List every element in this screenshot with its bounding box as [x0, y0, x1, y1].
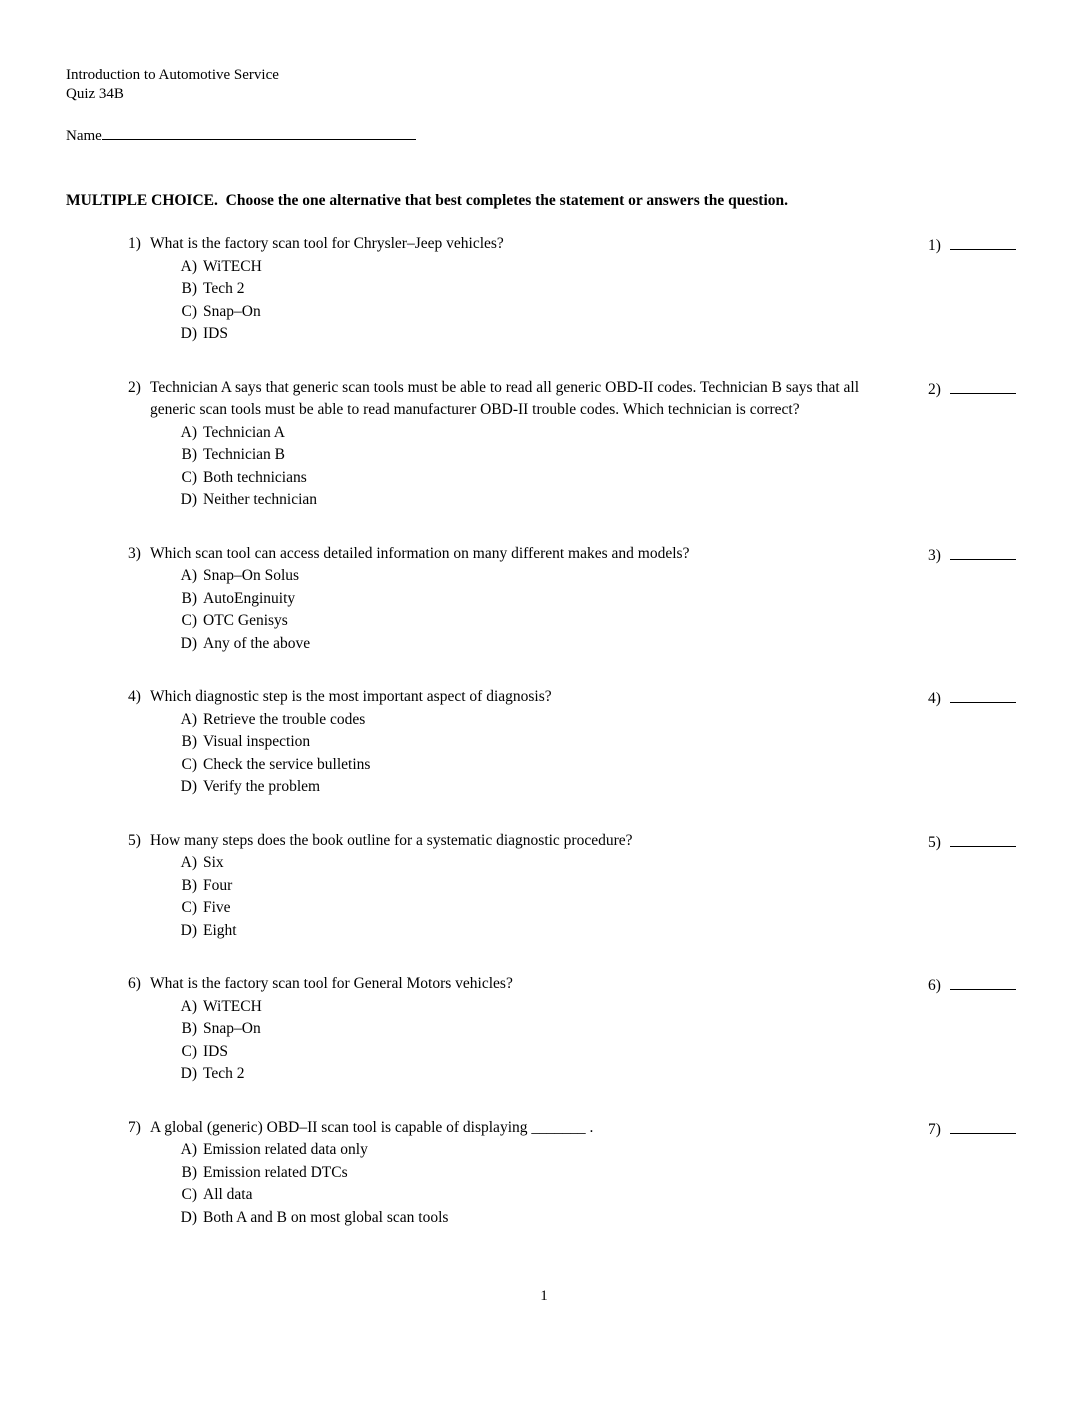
option-label: B): [181, 1020, 197, 1037]
option-text: IDS: [203, 1042, 228, 1060]
option-label: C): [181, 468, 197, 486]
question-text: How many steps does the book outline for a systematic diagnostic procedure?: [150, 831, 633, 849]
question-number: 4): [128, 688, 141, 705]
question-number: 3): [128, 544, 141, 562]
option-label: C): [181, 755, 197, 773]
question-text: Which scan tool can access detailed information on many different makes and models?: [150, 544, 690, 562]
option-row: [174, 875, 900, 898]
option-row: [174, 1018, 900, 1041]
option-label: A): [180, 710, 197, 728]
option-text: Check the service bulletins: [203, 755, 371, 773]
option-text: Both technicians: [203, 468, 307, 486]
option-row: [174, 489, 900, 512]
option-text: Technician B: [203, 446, 285, 463]
option-text: Snap–On: [203, 1020, 261, 1037]
option-label: D): [180, 1208, 197, 1226]
option-text: IDS: [203, 325, 228, 342]
option-text: Verify the problem: [203, 778, 321, 795]
option-row: [174, 565, 900, 588]
answer-blank: [950, 973, 1016, 990]
option-text: OTC Genisys: [203, 612, 288, 629]
option-label: A): [180, 423, 197, 441]
question-number: 1): [128, 235, 141, 252]
page-number: 1: [540, 1288, 548, 1304]
option-row: [174, 256, 900, 279]
option-row: [174, 588, 900, 611]
option-label: C): [181, 899, 197, 916]
option-text: Any of the above: [203, 634, 311, 652]
question-text: What is the factory scan tool for Chrysler–Jeep vehicles?: [150, 235, 504, 252]
option-row: [174, 422, 900, 445]
question-number: 6): [128, 975, 141, 992]
question-block: [66, 377, 1026, 512]
answer-number: 7): [928, 1120, 941, 1138]
multiple-choice-instructions: MULTIPLE CHOICE. Choose the one alternative that best completes the statement or answers the question.: [66, 192, 788, 209]
option-text: Four: [203, 876, 233, 894]
answer-blank: [950, 830, 1016, 847]
question-block: [66, 686, 1026, 799]
option-label: D): [180, 778, 197, 795]
option-label: B): [181, 1163, 197, 1181]
option-text: Snap–On Solus: [203, 567, 300, 584]
question-text: What is the factory scan tool for General Motors vehicles?: [150, 975, 513, 992]
question-number: 5): [128, 831, 141, 849]
option-row: [174, 897, 900, 920]
name-blank: [102, 124, 416, 140]
option-label: D): [180, 1065, 197, 1082]
option-text: Both A and B on most global scan tools: [203, 1208, 449, 1226]
option-label: A): [180, 1141, 197, 1158]
option-text: Neither technician: [203, 491, 318, 508]
question-number: 2): [128, 378, 141, 396]
answer-blank: [950, 233, 1016, 250]
option-label: D): [180, 491, 197, 508]
option-row: [174, 1139, 900, 1162]
answer-number: 3): [928, 546, 941, 564]
option-label: A): [180, 854, 197, 871]
option-row: [174, 323, 900, 346]
option-row: [174, 996, 900, 1019]
answer-blank: [950, 686, 1016, 703]
option-row: [174, 731, 900, 754]
answer-number: 5): [928, 833, 941, 851]
option-text: Visual inspection: [203, 733, 311, 750]
option-row: [174, 754, 900, 777]
question-number: 7): [128, 1118, 141, 1136]
option-text: Snap–On: [203, 302, 261, 320]
option-label: A): [180, 567, 197, 584]
option-label: C): [181, 302, 197, 320]
question-text: Which diagnostic step is the most important aspect of diagnosis?: [150, 688, 552, 705]
option-label: A): [180, 997, 197, 1015]
option-row: [174, 610, 900, 633]
answer-blank: [950, 377, 1016, 394]
name-label: Name: [66, 128, 102, 144]
option-label: B): [181, 280, 197, 297]
option-row: [174, 776, 900, 799]
option-label: D): [180, 634, 197, 652]
option-row: [174, 852, 900, 875]
option-label: D): [180, 325, 197, 342]
quiz-title: Quiz 34B: [66, 86, 124, 102]
option-row: [174, 920, 900, 943]
option-row: [174, 1162, 900, 1185]
option-label: D): [180, 921, 197, 939]
question-block: [66, 1117, 1026, 1230]
option-text: Five: [203, 899, 231, 916]
option-text: Retrieve the trouble codes: [203, 710, 366, 728]
answer-number: 1): [928, 237, 941, 254]
option-row: [174, 633, 900, 656]
option-text: WiTECH: [203, 997, 262, 1015]
option-row: [174, 1207, 900, 1230]
answer-blank: [950, 1117, 1016, 1134]
option-text: Six: [203, 854, 224, 871]
course-title: Introduction to Automotive Service: [66, 67, 279, 83]
option-label: C): [181, 1186, 197, 1203]
option-text: AutoEnginuity: [203, 589, 296, 607]
option-row: [174, 301, 900, 324]
option-label: C): [181, 612, 197, 629]
question-block: [66, 830, 1026, 943]
option-label: B): [181, 733, 197, 750]
question-block: [66, 973, 1026, 1086]
option-text: Emission related data only: [203, 1141, 368, 1158]
question-list: [66, 233, 1026, 1229]
option-label: A): [180, 257, 197, 275]
option-text: Tech 2: [203, 280, 245, 297]
name-row: [66, 124, 1026, 145]
option-row: [174, 278, 900, 301]
option-row: [174, 1063, 900, 1086]
option-text: Eight: [203, 921, 237, 939]
option-row: [174, 1041, 900, 1064]
option-label: C): [181, 1042, 197, 1060]
option-row: [174, 467, 900, 490]
option-text: All data: [203, 1186, 253, 1203]
option-text: Tech 2: [203, 1065, 245, 1082]
question-block: [66, 233, 1026, 346]
question-text: A global (generic) OBD–II scan tool is capable of displaying _______ .: [150, 1118, 594, 1136]
option-text: WiTECH: [203, 257, 262, 275]
question-text: Technician A says that generic scan tools must be able to read all generic OBD-II codes. Technician B says that all generic scan tools must be able to read manufacturer OBD-II trouble codes. Which technician is correct?: [150, 378, 860, 418]
answer-number: 2): [928, 380, 941, 398]
option-text: Technician A: [203, 423, 285, 441]
question-block: [66, 543, 1026, 656]
answer-blank: [950, 543, 1016, 560]
option-label: B): [181, 876, 197, 894]
option-text: Emission related DTCs: [203, 1163, 348, 1181]
option-row: [174, 709, 900, 732]
answer-number: 4): [928, 690, 941, 707]
option-row: [174, 444, 900, 467]
option-row: [174, 1184, 900, 1207]
answer-number: 6): [928, 977, 941, 994]
option-label: B): [181, 446, 197, 463]
option-label: B): [181, 589, 197, 607]
